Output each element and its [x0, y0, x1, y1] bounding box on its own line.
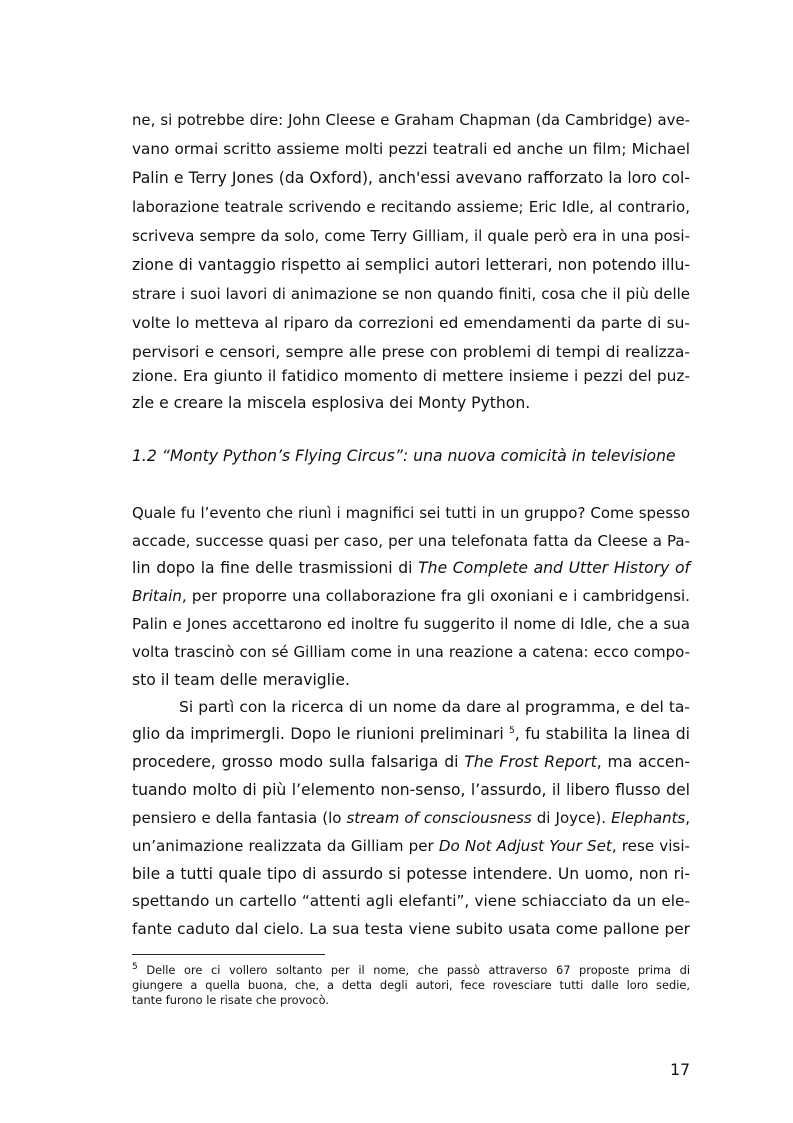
- paragraph-line: pervisori e censori, sempre alle prese con problemi di tempi di realizza-: [132, 343, 690, 361]
- footnote-line: [132, 963, 690, 978]
- paragraph-line: zione di vantaggio rispetto ai semplici autori letterari, non potendo illu-: [132, 256, 690, 274]
- text-run: , per proporre una collaborazione fra gli oxoniani e i cambridgensi.: [181, 587, 690, 605]
- paragraph-line: Si partì con la ricerca di un nome da dare al programma, e del ta-: [179, 698, 690, 716]
- paragraph-line: [132, 805, 690, 832]
- paragraph-line: bile a tutti quale tipo di assurdo si potesse intendere. Un uomo, non ri-: [132, 865, 690, 883]
- paragraph-line: sto il team delle meraviglie.: [132, 671, 350, 689]
- work-title: Do Not Adjust Your Set: [438, 837, 612, 855]
- paragraph-line: [132, 721, 690, 748]
- paragraph-line: tuando molto di più l’elemento non-senso, l’assurdo, il libero flusso del: [132, 781, 690, 799]
- paragraph-line: laborazione teatrale scrivendo e recitando assieme; Eric Idle, al contrario,: [132, 198, 690, 216]
- term: stream of consciousness: [346, 809, 532, 827]
- footnote-line: giungere a quella buona, che, a detta degli autori, fece rovesciare tutti dalle loro sedie,: [132, 978, 690, 992]
- work-title: The Frost Report: [464, 753, 597, 771]
- page-number: 17: [670, 1061, 690, 1079]
- text-run: di Joyce).: [531, 809, 612, 827]
- text-run: un’animazione realizzata da Gilliam per: [132, 837, 439, 855]
- paragraph-line: [132, 749, 690, 776]
- footnote-number: 5: [132, 962, 138, 973]
- footnote-line: tante furono le risate che provocò.: [132, 993, 329, 1007]
- text-run: lin dopo la fine delle trasmissioni di: [132, 559, 419, 577]
- text-run: , ma accen-: [596, 753, 690, 771]
- text-run: glio da imprimergli. Dopo le riunioni preliminari: [132, 725, 510, 743]
- paragraph-line: [132, 583, 690, 610]
- paragraph-line: zle e creare la miscela esplosiva dei Monty Python.: [132, 394, 531, 412]
- footnote-divider: [132, 954, 325, 955]
- text-run: , fu stabilita la linea di: [514, 725, 690, 743]
- paragraph-line: volta trascinò con sé Gilliam come in una reazione a catena: ecco compo-: [132, 643, 690, 661]
- text-run: ,: [685, 809, 691, 827]
- work-title: Britain: [132, 587, 182, 605]
- paragraph-line: scriveva sempre da solo, come Terry Gilliam, il quale però era in una posi-: [132, 227, 690, 245]
- paragraph-line: zione. Era giunto il fatidico momento di mettere insieme i pezzi del puz-: [132, 367, 690, 385]
- paragraph-line: spettando un cartello “attenti agli elefanti”, viene schiacciato da un ele-: [132, 892, 690, 910]
- paragraph-line: [132, 555, 690, 582]
- paragraph-line: Quale fu l’evento che riunì i magnifici sei tutti in un gruppo? Come spesso: [132, 504, 690, 522]
- paragraph-line: volte lo metteva al riparo da correzioni ed emendamenti da parte di su-: [132, 314, 690, 332]
- text-run: pensiero e della fantasia (lo: [132, 809, 347, 827]
- paragraph-line: fante caduto dal cielo. La sua testa viene subito usata come pallone per: [132, 920, 690, 938]
- work-title: Elephants: [611, 809, 686, 827]
- paragraph-line: vano ormai scritto assieme molti pezzi teatrali ed anche un film; Michael: [132, 140, 690, 158]
- paragraph-line: accade, successe quasi per caso, per una telefonata fatta da Cleese a Pa-: [132, 532, 690, 550]
- paragraph-line: ne, si potrebbe dire: John Cleese e Graham Chapman (da Cambridge) ave-: [132, 111, 690, 129]
- paragraph-line: strare i suoi lavori di animazione se non quando finiti, cosa che il più delle: [132, 285, 690, 303]
- paragraph-line: [132, 833, 690, 860]
- paragraph-line: Palin e Jones accettarono ed inoltre fu suggerito il nome di Idle, che a sua: [132, 615, 690, 633]
- footnote-reference[interactable]: 5: [509, 725, 515, 736]
- section-heading: 1.2 “Monty Python’s Flying Circus”: una nuova comicità in televisione: [132, 447, 676, 465]
- paragraph-line: Palin e Terry Jones (da Oxford), anch'essi avevano rafforzato la loro col-: [132, 169, 690, 187]
- text-run: , rese visi-: [611, 837, 690, 855]
- text-run: procedere, grosso modo sulla falsariga di: [132, 753, 465, 771]
- text-run: Delle ore ci vollero soltanto per il nome, che passò attraverso 67 proposte prima di: [137, 963, 690, 977]
- work-title: The Complete and Utter History of: [418, 559, 691, 577]
